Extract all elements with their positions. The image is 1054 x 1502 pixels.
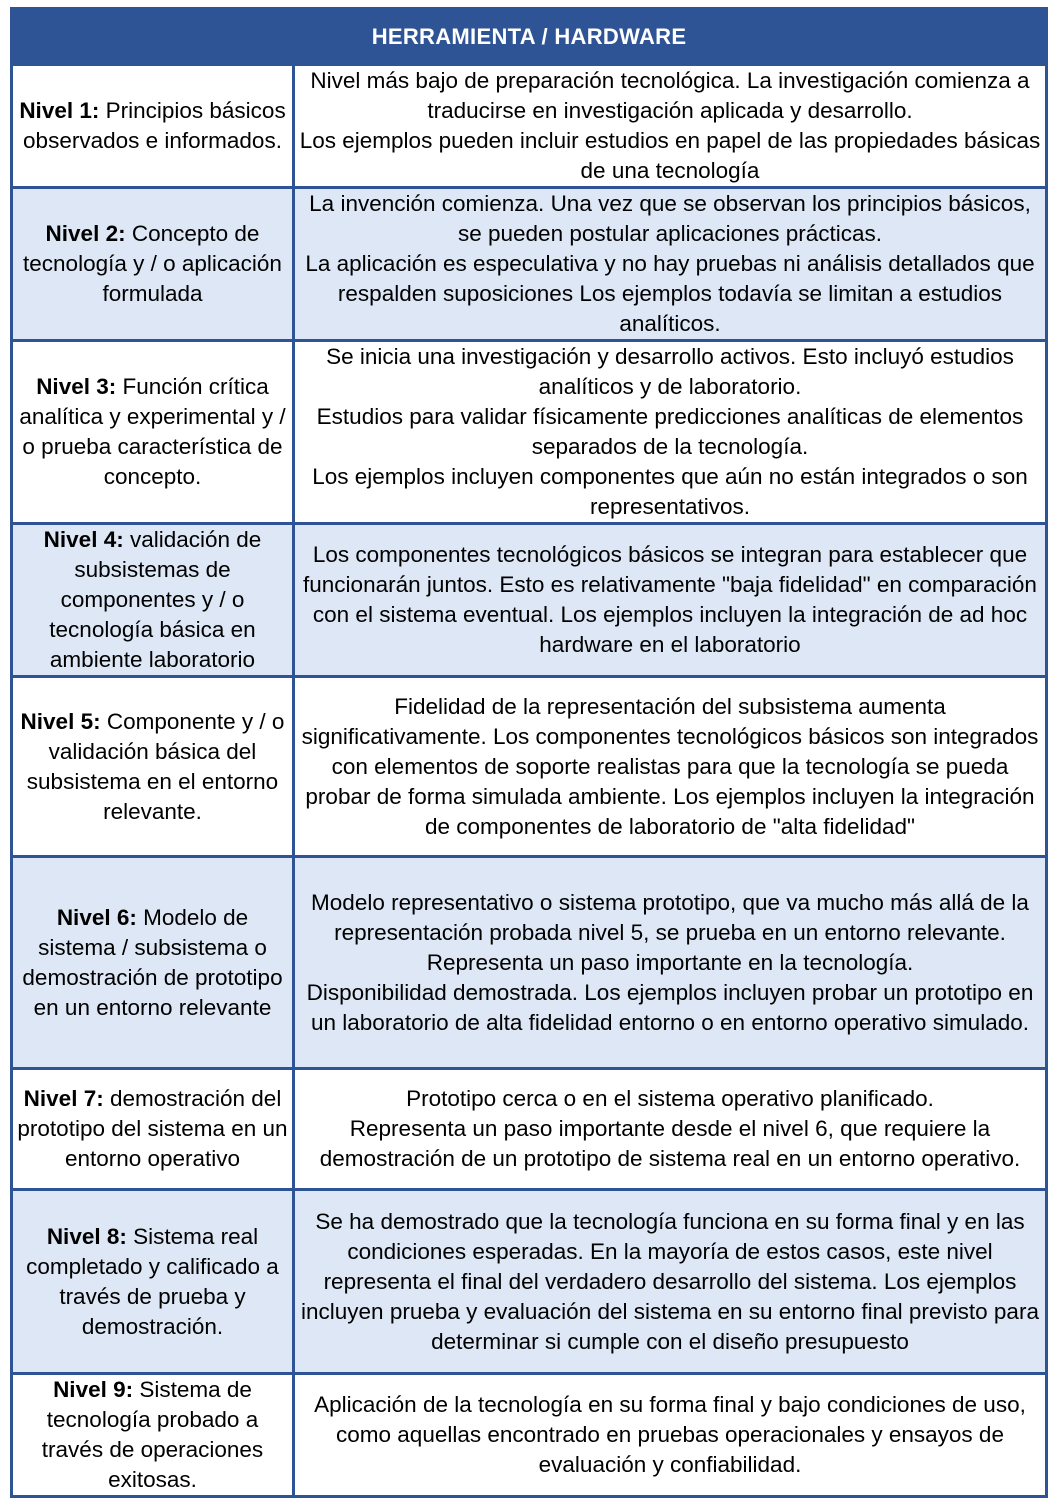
description-text: Disponibilidad demostrada. Los ejemplos incluyen probar un prototipo en un laboratorio de alta fidelidad entorno o en entorno operativo simulado. <box>306 979 1034 1035</box>
description-cell <box>294 677 1047 857</box>
description-cell <box>294 857 1047 1069</box>
level-name: Componente y / o validación básica del subsistema en el entorno relevante. <box>26 708 285 824</box>
level-cell <box>12 341 294 524</box>
description-text: Representa un paso importante desde el nivel 6, que requiere la demostración de un prototipo de sistema real en un entorno operativo. <box>319 1116 1021 1171</box>
description-text: Modelo representativo o sistema prototipo, que va mucho más allá de la representación probada nivel 5, se prueba en un entorno relevante. Representa un paso importante en la tecnología. <box>311 889 1029 975</box>
table-row <box>12 677 1047 857</box>
level-number: Nivel 1: <box>19 98 100 123</box>
level-name: Principios básicos observados e informados. <box>23 98 286 153</box>
level-name: Modelo de sistema / subsistema o demostración de prototipo en un entorno relevante <box>22 904 283 1020</box>
table-row <box>12 1069 1047 1190</box>
level-cell <box>12 677 294 857</box>
description-text: Aplicación de la tecnología en su forma final y bajo condiciones de uso, como aquellas encontrado en pruebas operacionales y ensayos de evaluación y confiabilidad. <box>314 1392 1026 1477</box>
table-row <box>12 341 1047 524</box>
description-cell <box>294 341 1047 524</box>
trl-table-container <box>10 7 1045 1498</box>
level-name: Sistema de tecnología probado a través de operaciones exitosas. <box>41 1377 264 1492</box>
level-number: Nivel 9: <box>53 1377 134 1402</box>
description-cell <box>294 65 1047 188</box>
level-name: Sistema real completado y calificado a través de prueba y demostración. <box>26 1223 279 1339</box>
table-row <box>12 188 1047 341</box>
table-body <box>12 65 1047 1497</box>
description-text: Los ejemplos incluyen componentes que aún no están integrados o son representativos. <box>312 464 1028 519</box>
level-number: Nivel 2: <box>45 221 126 246</box>
table-row <box>12 857 1047 1069</box>
level-cell <box>12 1190 294 1374</box>
trl-table <box>10 7 1048 1498</box>
level-name: Función crítica analítica y experimental y / o prueba característica de concepto. <box>19 374 286 489</box>
description-text: Fidelidad de la representación del subsistema aumenta significativamente. Los componentes tecnológicos básicos son integrados con elementos de soporte realistas para que la tecnología se pueda probar de forma simulada ambiente. Los ejemplos incluyen la integración de componentes de laboratorio de "alta fidelidad" <box>301 693 1039 839</box>
description-text: Prototipo cerca o en el sistema operativo planificado. <box>406 1086 934 1111</box>
table-row <box>12 1190 1047 1374</box>
level-name: demostración del prototipo del sistema en un entorno operativo <box>17 1086 288 1171</box>
level-number: Nivel 5: <box>20 708 101 734</box>
description-text: La aplicación es especulativa y no hay pruebas ni análisis detallados que respalden suposiciones Los ejemplos todavía se limitan a estudios analíticos. <box>305 251 1035 336</box>
table-row <box>12 1374 1047 1497</box>
level-number: Nivel 7: <box>23 1086 104 1111</box>
description-text: Los componentes tecnológicos básicos se integran para establecer que funcionarán juntos. Esto es relativamente "baja fidelidad" en comparación con el sistema eventual. Los ejemplos incluyen la integración de ad hoc hardware en el laboratorio <box>303 542 1037 657</box>
level-number: Nivel 6: <box>56 904 137 930</box>
table-header: HERRAMIENTA / HARDWARE <box>12 9 1047 65</box>
description-cell <box>294 1374 1047 1497</box>
table-row <box>12 524 1047 677</box>
level-cell <box>12 65 294 188</box>
level-cell <box>12 1374 294 1497</box>
level-cell <box>12 188 294 341</box>
level-name: Concepto de tecnología y / o aplicación formulada <box>23 221 282 306</box>
description-text: Estudios para validar físicamente predicciones analíticas de elementos separados de la tecnología. <box>316 404 1024 459</box>
level-number: Nivel 3: <box>36 374 117 399</box>
description-text: Se inicia una investigación y desarrollo activos. Esto incluyó estudios analíticos y de laboratorio. <box>326 344 1014 399</box>
description-text: Nivel más bajo de preparación tecnológica. La investigación comienza a traducirse en investigación aplicada y desarrollo. <box>310 68 1030 123</box>
table-row <box>12 65 1047 188</box>
level-number: Nivel 8: <box>46 1223 127 1249</box>
description-text: Se ha demostrado que la tecnología funciona en su forma final y en las condiciones esperadas. En la mayoría de estos casos, este nivel representa el final del verdadero desarrollo del sistema. Los ejemplos incluyen prueba y evaluación del sistema en su entorno final previsto para determinar si cumple con el diseño presupuesto <box>301 1208 1039 1354</box>
table-header-row <box>12 9 1047 65</box>
description-text: Los ejemplos pueden incluir estudios en papel de las propiedades básicas de una tecnología <box>299 128 1041 183</box>
description-cell <box>294 188 1047 341</box>
level-number: Nivel 4: <box>43 527 124 552</box>
level-cell <box>12 524 294 677</box>
description-cell <box>294 1069 1047 1190</box>
description-cell <box>294 1190 1047 1374</box>
description-text: La invención comienza. Una vez que se observan los principios básicos, se pueden postular aplicaciones prácticas. <box>309 191 1031 246</box>
description-cell <box>294 524 1047 677</box>
level-cell <box>12 1069 294 1190</box>
level-name: validación de subsistemas de componentes y / o tecnología básica en ambiente laboratorio <box>49 527 262 672</box>
level-cell <box>12 857 294 1069</box>
